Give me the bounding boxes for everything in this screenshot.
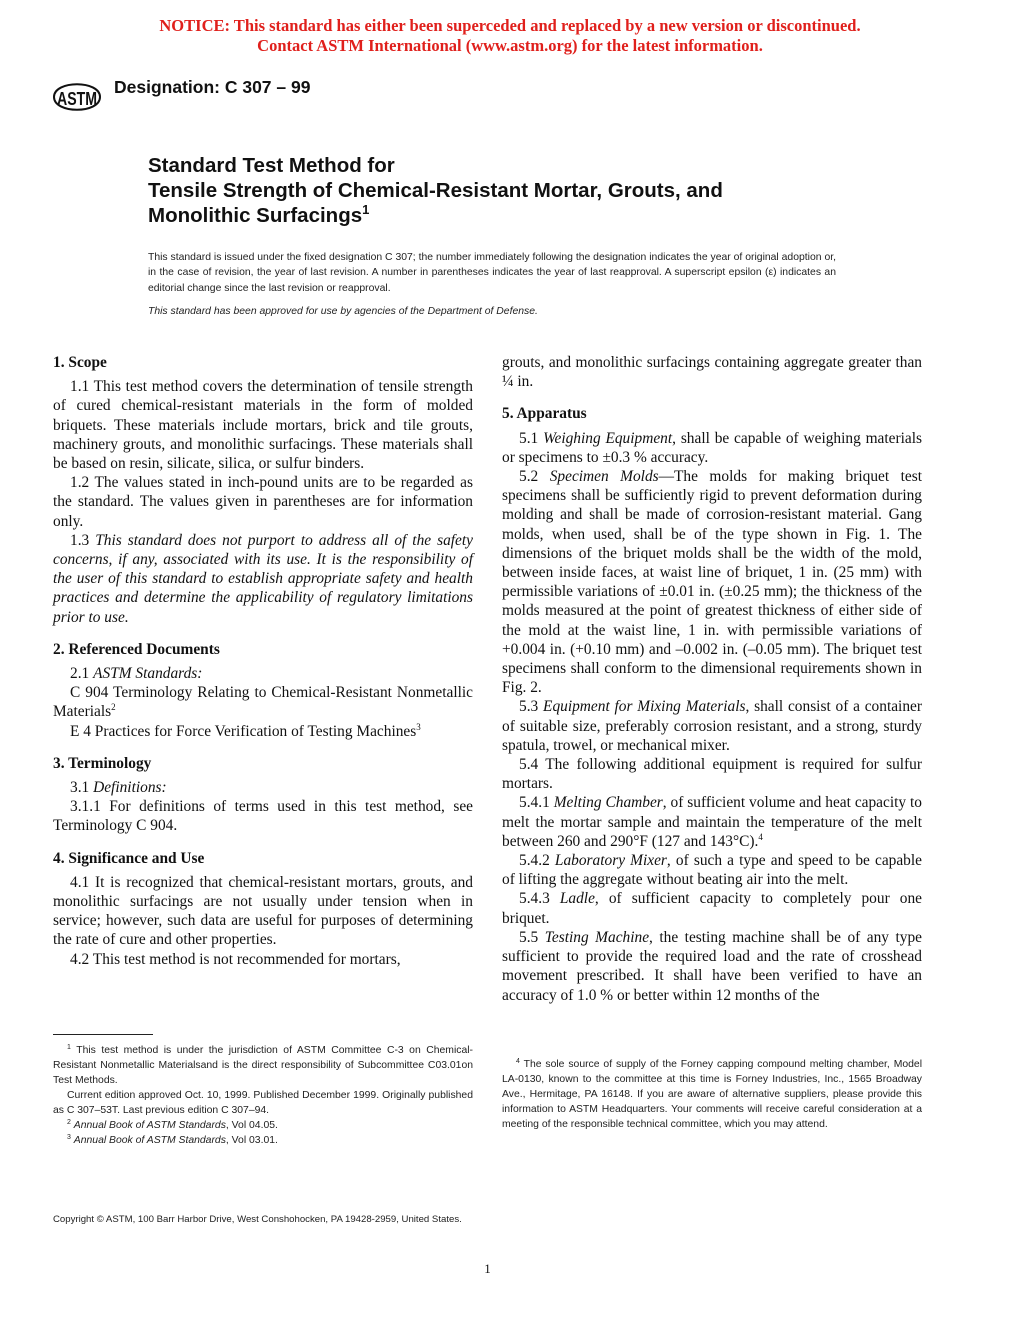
- subsection-2-1: [53, 664, 473, 683]
- section-heading-terminology: 3. Terminology: [53, 754, 152, 772]
- subsection-3-1-number: 3.1: [70, 779, 90, 797]
- notice-line-2: Contact ASTM International (www.astm.org) for the latest information.: [257, 36, 763, 55]
- subsection-2-1-label: ASTM Standards:: [93, 665, 203, 683]
- logo-lettering: ASTM: [57, 89, 97, 109]
- paragraph-5-4: 5.4 The following additional equipment is required for sulfur mortars.: [502, 756, 922, 793]
- paragraph-5-1: [502, 429, 922, 467]
- footnote-3-mark: 3: [67, 1134, 71, 1141]
- footnote-rule-left: [53, 1034, 153, 1035]
- paragraph-1-3-text: This standard does not purport to address all of the safety concerns, if any, associated with its use. It is the responsibility of the user of this standard to establish appropriate safety and health practices and determine the applicability of regulatory limitations prior to use.: [53, 531, 473, 626]
- paragraph-5-4-2-number: 5.4.2: [519, 852, 550, 870]
- copyright-line: Copyright © ASTM, 100 Barr Harbor Drive, West Conshohocken, PA 19428-2959, United States.: [53, 1214, 462, 1225]
- title-line-1: Standard Test Method for: [148, 154, 395, 177]
- paragraph-5-4-3-term: Ladle: [559, 890, 595, 908]
- footnote-4-mark: 4: [516, 1058, 520, 1065]
- reference-e4-mark: 3: [416, 721, 421, 732]
- footnote-2-mark: 2: [67, 1119, 71, 1126]
- paragraph-5-3-number: 5.3: [519, 698, 539, 716]
- paragraph-5-1-text: , shall be capable of weighing materials or specimens to ±0.3 % accuracy.: [502, 429, 922, 466]
- paragraph-1-3: [53, 531, 473, 627]
- paragraph-1-2: 1.2 The values stated in inch-pound units are to be regarded as the standard. The values given in parentheses are for information only.: [53, 474, 473, 530]
- paragraph-5-5-number: 5.5: [519, 928, 539, 946]
- section-heading-significance: 4. Significance and Use: [53, 849, 205, 867]
- issue-note: This standard is issued under the fixed designation C 307; the number immediately following the designation indicates the year of original adoption or, in the case of revision, the year of last revision. A number in parentheses indicates the year of last reapproval. A superscript epsilon (ε) indicates an editorial change since the last revision or reapproval.: [148, 252, 836, 294]
- title-footnote-mark: 1: [362, 202, 370, 217]
- footnote-1-edition: Current edition approved Oct. 10, 1999. Published December 1999. Originally published as C 307–53T. Last previous edition C 307–94.: [53, 1090, 473, 1116]
- subsection-2-1-number: 2.1: [70, 665, 90, 683]
- reference-e4: [53, 722, 473, 741]
- paragraph-3-1-1: 3.1.1 For definitions of terms used in this test method, see Terminology C 904.: [53, 798, 473, 835]
- document-title: [148, 153, 868, 228]
- designation: Designation: C 307 – 99: [114, 77, 311, 97]
- paragraph-4-2: 4.2 This test method is not recommended for mortars,: [70, 950, 401, 968]
- section-heading-scope: 1. Scope: [53, 354, 107, 371]
- paragraph-5-5-term: Testing Machine: [544, 928, 650, 946]
- paragraph-5-4-2-term: Laboratory Mixer: [554, 852, 667, 870]
- notice-line-1: NOTICE: This standard has either been superceded and replaced by a new version or discontinued.: [159, 16, 861, 35]
- paragraph-5-1-term: Weighing Equipment: [543, 429, 673, 447]
- paragraph-4-2-continued: grouts, and monolithic surfacings containing aggregate greater than ¼ in.: [502, 354, 922, 391]
- section-heading-referenced: 2. Referenced Documents: [53, 640, 220, 658]
- paragraph-5-2: [502, 467, 922, 697]
- footnote-1-mark: 1: [67, 1044, 71, 1051]
- title-line-3: [148, 203, 868, 228]
- footnote-2-volume: , Vol 04.05.: [225, 1120, 278, 1131]
- footnote-1: [53, 1043, 473, 1088]
- footnote-4-text: The sole source of supply of the Forney capping compound melting chamber, Model LA-0130, known to the committee at this time is Forney Industries, Inc., 1565 Broadway Ave., Hermitage, PA 16148. If you are aware of alternative suppliers, please provide this information to ASTM Headquarters. Your comments will receive careful consideration at a meeting of the responsible technical committee, which you may attend.: [502, 1059, 922, 1130]
- paragraph-5-2-number: 5.2: [519, 468, 539, 486]
- paragraph-5-1-number: 5.1: [519, 429, 539, 447]
- paragraph-4-1: 4.1 It is recognized that chemical-resistant mortars, grouts, and monolithic surfacings are not usually under tension when in service; however, such data are useful for purposes of determining the rate of cure and other properties.: [53, 873, 473, 949]
- paragraph-5-5-text: , the testing machine shall be of any type sufficient to provide the required load and the rate of crosshead movement prescribed. It shall have been verified to have an accuracy of 1.0 % or better within 12 months of the: [502, 928, 922, 1004]
- footnote-4: [502, 1057, 922, 1132]
- footnote-3-title: Annual Book of ASTM Standards: [73, 1135, 226, 1146]
- paragraph-5-2-term: Specimen Molds: [549, 468, 659, 486]
- reference-e4-text: E 4 Practices for Force Verification of Testing Machines: [70, 722, 417, 740]
- left-column: [53, 353, 473, 969]
- section-heading-apparatus: 5. Apparatus: [502, 405, 587, 423]
- astm-logo: [50, 74, 104, 120]
- paragraph-5-4-1-number: 5.4.1: [519, 794, 550, 812]
- reference-c904-mark: 2: [111, 702, 116, 713]
- supersession-notice: [0, 16, 1020, 56]
- right-column: [502, 353, 922, 1005]
- footnotes-right: [502, 1057, 922, 1132]
- paragraph-5-4-1-text: , of sufficient volume and heat capacity to melt the mortar sample and maintain the temperature of the melt between 260 and 290°F (127 and 143°C).: [502, 794, 922, 850]
- footnote-3: [53, 1133, 473, 1148]
- approval-note: This standard has been approved for use by agencies of the Department of Defense.: [148, 306, 538, 317]
- paragraph-5-4-2-text: , of such a type and speed to be capable of lifting the aggregate without beating air into the melt.: [502, 852, 922, 889]
- paragraph-5-3-term: Equipment for Mixing Materials: [543, 698, 746, 716]
- title-line-3-text: Monolithic Surfacings: [148, 204, 363, 227]
- paragraph-5-2-text: —The molds for making briquet test specimens shall be sufficiently rigid to prevent deformation during molding and shall be made of corrosion-resistant material. Gang molds, when used, shall be of the type shown in Fig. 1. The dimensions of the briquet molds shall be the width of the mold, between inside faces, at waist line of briquet, 1 in. (25 mm) with permissible variations of ±0.01 in. (±0.25 mm); the thickness of the molds measured at the point of greatest thickness of either side of the mold at the waist line, 1 in. with permissible variations of +0.004 in. (+0.10 mm) and –0.002 in. (–0.05 mm). The briquet test specimens shall conform to the dimensional requirements shown in Fig. 2.: [502, 468, 922, 697]
- paragraph-1-3-number: 1.3: [70, 531, 90, 549]
- paragraph-5-4-1-term: Melting Chamber: [553, 794, 663, 812]
- paragraph-5-4-1: [502, 793, 922, 851]
- paragraph-1-1: 1.1 This test method covers the determination of tensile strength of cured chemical-resistant materials in the form of molded briquets. These materials include mortars, brick and tile grouts, machinery grouts, and monolithic surfacings. These materials shall be based on resin, silicate, silica, or sulfur binders.: [53, 378, 473, 473]
- paragraph-5-5: [502, 928, 922, 1005]
- paragraph-5-4-2: [502, 851, 922, 889]
- title-line-2: Tensile Strength of Chemical-Resistant Mortar, Grouts, and: [148, 179, 723, 202]
- footnotes-left: [53, 1043, 473, 1148]
- subsection-3-1-label: Definitions:: [93, 779, 167, 797]
- page-number: 1: [484, 1261, 491, 1276]
- footnote-1-text: This test method is under the jurisdiction of ASTM Committee C-3 on Chemical-Resistant Nonmetallic Materialsand is the direct responsibility of Subcommittee C03.01on Test Methods.: [53, 1045, 474, 1086]
- subsection-3-1: [53, 778, 473, 797]
- paragraph-5-4-3-text: , of sufficient capacity to completely pour one briquet.: [502, 890, 922, 927]
- paragraph-5-4-1-mark: 4: [758, 831, 763, 842]
- paragraph-5-3: [502, 697, 922, 755]
- paragraph-5-4-3: [502, 889, 922, 927]
- reference-c904-text: C 904 Terminology Relating to Chemical-Resistant Nonmetallic Materials: [53, 684, 473, 721]
- footnote-3-volume: , Vol 03.01.: [225, 1135, 278, 1146]
- paragraph-5-4-3-number: 5.4.3: [519, 890, 550, 908]
- footnote-2-title: Annual Book of ASTM Standards: [73, 1120, 226, 1131]
- reference-c904: [53, 683, 473, 721]
- footnote-2: [53, 1118, 473, 1133]
- paragraph-5-3-text: , shall consist of a container of suitable size, preferably corrosion resistant, and a strong, sturdy spatula, trowel, or mechanical mixer.: [502, 698, 922, 754]
